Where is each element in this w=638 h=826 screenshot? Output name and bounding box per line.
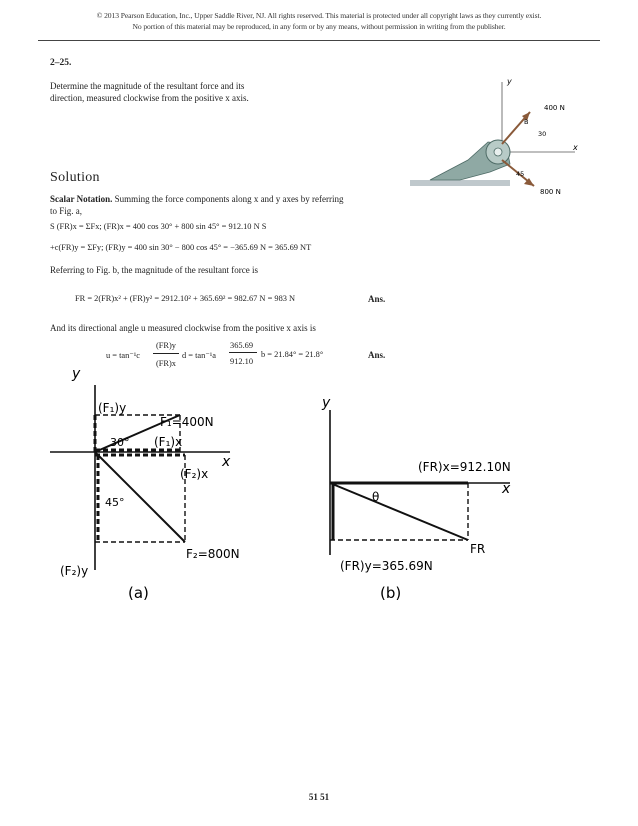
problem-statement-line-2: direction, measured clockwise from the positive x axis. — [50, 93, 249, 103]
equation-angle-left: u = tan⁻¹c — [106, 351, 140, 360]
top-rule — [38, 40, 600, 41]
sketch-b-y-label: y — [322, 395, 331, 411]
angle-text: And its directional angle u measured clockwise from the positive x axis is — [50, 323, 316, 333]
scalar-text-2: to Fig. a, — [50, 206, 83, 216]
frx-label: (FR)x=912.10N — [418, 460, 511, 474]
fr-vector — [330, 483, 468, 540]
fraction-bar-1 — [153, 353, 179, 354]
problem-number: 2–25. — [50, 58, 72, 68]
f1x-label: (F₁)x — [154, 435, 183, 449]
equation-angle-num2: 365.69 — [230, 341, 254, 350]
scalar-paragraph — [50, 193, 390, 217]
angle-top-label: 30 — [538, 130, 547, 138]
scalar-text: Summing the force components along x and y axes by referring — [112, 194, 344, 204]
problem-figure — [410, 72, 590, 222]
f1-label: F₁=400N — [160, 415, 214, 429]
fry-label: (FR)y=365.69N — [340, 559, 433, 573]
angle-30-label: 30° — [110, 436, 130, 449]
force-bottom-label: 800 N — [540, 188, 561, 196]
sketch-a — [50, 360, 280, 610]
scalar-bold: Scalar Notation. — [50, 194, 113, 204]
sketch-b — [300, 395, 560, 610]
figure-wall — [410, 180, 510, 186]
equation-angle-right: b = 21.84° = 21.8° — [261, 350, 324, 359]
equation-angle-mid: d = tan⁻¹a — [182, 351, 216, 360]
equation-x-sum: S (FR)x = ΣFx; (FR)x = 400 cos 30° + 800 sin 45° = 912.10 N S — [50, 222, 267, 231]
equation-angle-den2: 912.10 — [230, 357, 254, 366]
angle-45-label: 45° — [105, 496, 125, 509]
copyright-line-1: © 2013 Pearson Education, Inc., Upper Saddle River, NJ. All rights reserved. This material is protected under all copyright laws as they currently exist. — [96, 11, 542, 20]
f2x-label: (F₂)x — [180, 467, 209, 481]
problem-statement — [50, 80, 350, 104]
equation-magnitude: FR = 2(FR)x² + (FR)y² = 2912.10² + 365.69² = 982.67 N = 983 N — [75, 294, 296, 303]
sketch-b-x-label: x — [502, 481, 511, 497]
fr-label: FR — [470, 542, 486, 556]
sketch-a-caption: (a) — [128, 584, 149, 602]
f2y-label: (F₂)y — [60, 564, 89, 578]
problem-statement-line-1: Determine the magnitude of the resultant force and its — [50, 81, 245, 91]
f1y-label: (F₁)y — [98, 401, 127, 415]
copyright-notice — [0, 10, 638, 32]
equation-y-sum: +c(FR)y = ΣFy; (FR)y = 400 sin 30° − 800 cos 45° = −365.69 N = 365.69 NT — [50, 243, 312, 252]
equation-angle-frac-num: (FR)y — [155, 341, 176, 350]
angle-bottom-label: 45 — [516, 170, 525, 178]
answer-label-2: Ans. — [368, 350, 386, 360]
answer-label-1: Ans. — [368, 294, 386, 304]
figure-y-label: y — [507, 77, 512, 86]
figure-b-label: B — [524, 118, 529, 126]
reference-text: Referring to Fig. b, the magnitude of the resultant force is — [50, 265, 258, 275]
f2-label: F₂=800N — [186, 547, 240, 561]
equation-angle-frac-den: (FR)x — [155, 359, 176, 368]
copyright-line-2: No portion of this material may be reproduced, in any form or by any means, without permission in writing from the publisher. — [132, 22, 506, 31]
page-number: 51 51 — [308, 792, 330, 802]
figure-pin — [494, 148, 502, 156]
sketch-a-x-label: x — [222, 454, 231, 470]
force-top-label: 400 N — [544, 104, 565, 112]
theta-label: θ — [372, 490, 380, 504]
sketch-b-caption: (b) — [380, 584, 402, 602]
figure-x-label: x — [573, 143, 578, 152]
fraction-bar-2 — [229, 352, 257, 353]
solution-heading: Solution — [50, 170, 100, 185]
sketch-a-y-label: y — [72, 366, 81, 382]
